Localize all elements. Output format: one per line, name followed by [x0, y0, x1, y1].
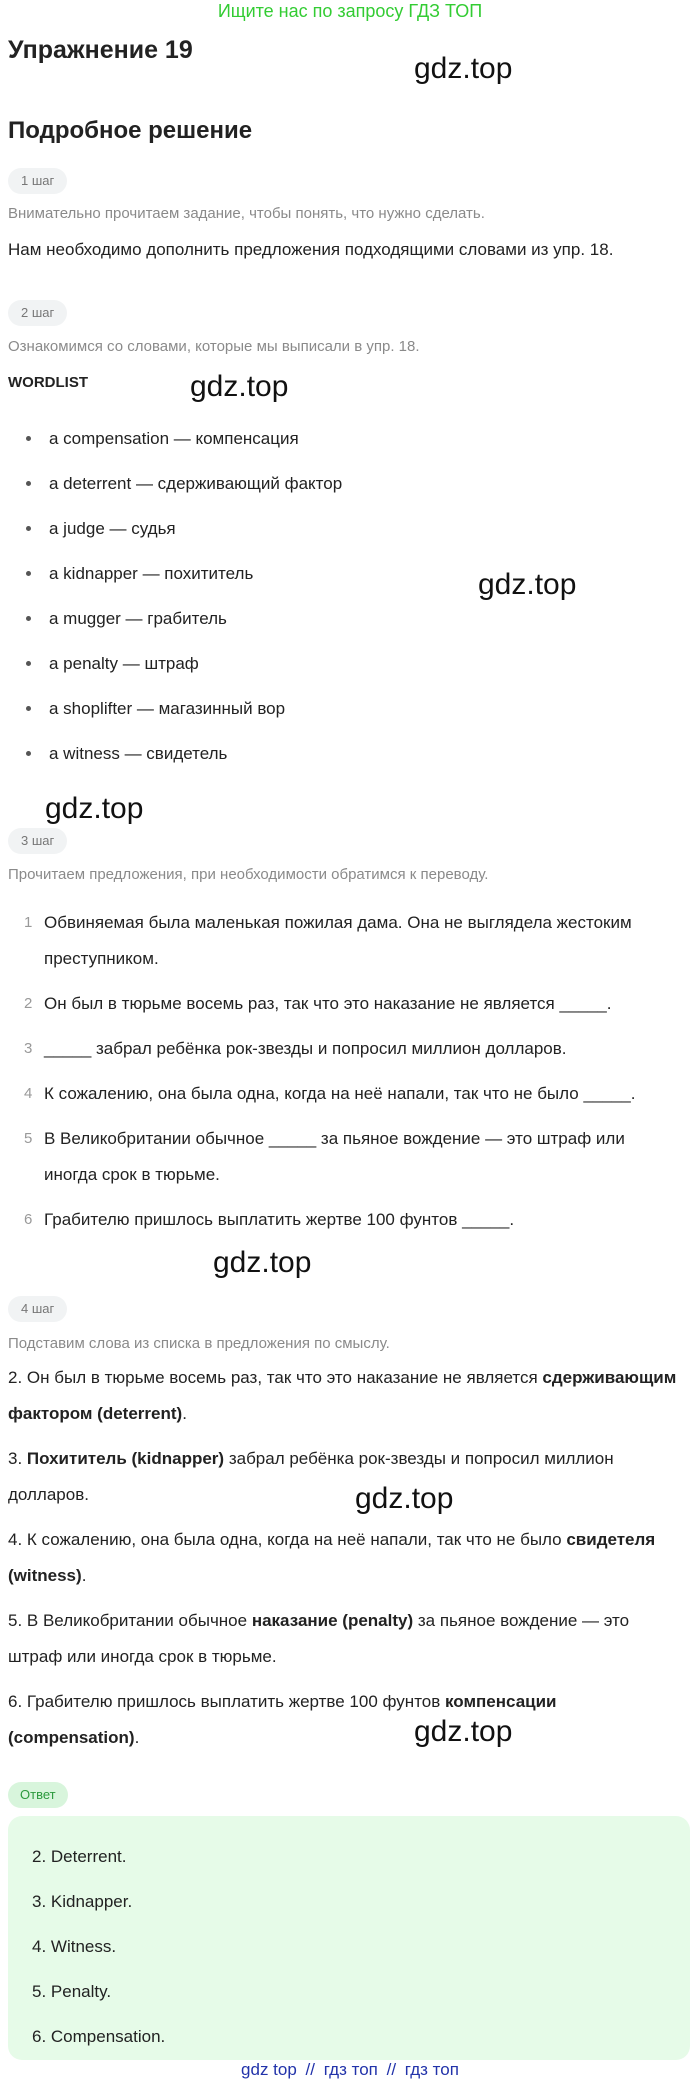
answer-badge: Ответ: [8, 1782, 68, 1808]
answer-list: [8, 1816, 690, 2059]
list-number: 3: [24, 1040, 33, 1057]
watermark: gdz.top: [478, 568, 577, 601]
footer-link[interactable]: гдз топ: [323, 2060, 378, 2079]
answer-text: 2. Он был в тюрьме восемь раз, так что это наказание не является: [8, 1368, 543, 1387]
filled-sentence-6: [8, 1684, 688, 1756]
sentence-text: К сожалению, она была одна, когда на неё напали, так что не было _____.: [44, 1084, 636, 1103]
list-number: 5: [24, 1130, 33, 1147]
answer-text: 5. В Великобритании обычное: [8, 1611, 252, 1630]
list-item: [0, 1031, 680, 1067]
list-number: 1: [24, 914, 33, 931]
filled-sentence-3: [8, 1441, 688, 1513]
answer-text: .: [81, 1566, 87, 1585]
step-1-text: Нам необходимо дополнить предложения подходящими словами из упр. 18.: [8, 240, 614, 259]
answer-word: Похититель (kidnapper): [26, 1449, 225, 1468]
filled-sentence-4: [8, 1522, 688, 1594]
answer-word: сдерживающим фактором (deterrent): [8, 1368, 677, 1423]
step-2-hint: Ознакомимся со словами, которые мы выписали в упр. 18.: [8, 338, 420, 355]
solution-title: Подробное решение: [8, 117, 253, 144]
watermark: gdz.top: [414, 52, 513, 85]
filled-sentence-5: [8, 1603, 688, 1675]
footer-link[interactable]: gdz top: [241, 2060, 297, 2079]
watermark: gdz.top: [355, 1482, 454, 1515]
step-badge-2: 2 шаг: [8, 300, 67, 326]
watermark: gdz.top: [213, 1246, 312, 1279]
answer-word: наказание (penalty): [251, 1611, 414, 1630]
answer-text: за пьяное вождение — это штраф или иногда срок в тюрьме.: [8, 1611, 630, 1666]
search-prompt-link[interactable]: Ищите нас по запросу ГДЗ ТОП: [217, 1, 483, 21]
answer-box: [8, 1816, 690, 2060]
answer-text: забрал ребёнка рок-звезды и попросил миллион долларов.: [8, 1449, 614, 1504]
list-number: 6: [24, 1211, 33, 1228]
watermark: gdz.top: [45, 792, 144, 825]
list-item: 5. Penalty.: [32, 1982, 112, 2001]
answer-text: 4. К сожалению, она была одна, когда на неё напали, так что не было: [8, 1530, 567, 1549]
sentence-text: Он был в тюрьме восемь раз, так что это наказание не является _____.: [44, 994, 612, 1013]
sentence-text: Грабителю пришлось выплатить жертве 100 фунтов _____.: [44, 1210, 515, 1229]
step-badge-4: 4 шаг: [8, 1296, 67, 1322]
wordlist: [0, 416, 342, 776]
list-item: a shoplifter — магазинный вор: [0, 686, 342, 731]
sentences-list: [0, 905, 680, 1247]
list-item: a deterrent — сдерживающий фактор: [0, 461, 342, 506]
answer-text: 6. Грабителю пришлось выплатить жертве 100 фунтов: [8, 1692, 446, 1711]
list-item: [0, 1202, 680, 1238]
list-item: 2. Deterrent.: [32, 1847, 127, 1866]
wordlist-title: WORDLIST: [8, 374, 88, 391]
list-item: [0, 986, 680, 1022]
answer-word: свидетеля (witness): [8, 1530, 656, 1585]
list-item: 3. Kidnapper.: [32, 1892, 133, 1911]
sentence-text: _____ забрал ребёнка рок-звезды и попросил миллион долларов.: [44, 1039, 567, 1058]
watermark: gdz.top: [414, 1715, 513, 1748]
answer-word: компенсации (compensation): [8, 1692, 557, 1747]
list-item: a kidnapper — похититель: [0, 551, 342, 596]
step-1-hint: Внимательно прочитаем задание, чтобы понять, что нужно сделать.: [8, 205, 485, 222]
list-number: 4: [24, 1085, 33, 1102]
exercise-title: Упражнение 19: [8, 36, 193, 64]
sentence-text: Обвиняемая была маленькая пожилая дама. Она не выглядела жестоким преступником.: [44, 913, 632, 968]
step-4-hint: Подставим слова из списка в предложения по смыслу.: [8, 1335, 390, 1352]
list-item: a compensation — компенсация: [0, 416, 342, 461]
step-badge-1: 1 шаг: [8, 168, 67, 194]
answer-text: .: [182, 1404, 187, 1423]
step-3-hint: Прочитаем предложения, при необходимости обратимся к переводу.: [8, 866, 489, 883]
answer-text: 3.: [8, 1449, 27, 1468]
list-number: 2: [24, 995, 33, 1012]
watermark: gdz.top: [190, 370, 289, 403]
sentence-text: В Великобритании обычное _____ за пьяное вождение — это штраф или иногда срок в тюрьме.: [44, 1129, 625, 1184]
footer-separator: //: [386, 2060, 397, 2079]
footer-links: [0, 2060, 700, 2080]
footer-separator: //: [305, 2060, 315, 2079]
list-item: 6. Compensation.: [32, 2027, 166, 2046]
list-item: a penalty — штраф: [0, 641, 342, 686]
list-item: a witness — свидетель: [0, 731, 342, 776]
step-badge-3: 3 шаг: [8, 828, 67, 854]
answer-text: .: [134, 1728, 140, 1747]
filled-sentence-2: [8, 1360, 688, 1432]
list-item: a mugger — грабитель: [0, 596, 342, 641]
list-item: [0, 1121, 680, 1193]
list-item: [0, 905, 680, 977]
list-item: a judge — судья: [0, 506, 342, 551]
list-item: [0, 1076, 680, 1112]
list-item: 4. Witness.: [32, 1937, 117, 1956]
footer-link[interactable]: гдз топ: [404, 2060, 459, 2079]
